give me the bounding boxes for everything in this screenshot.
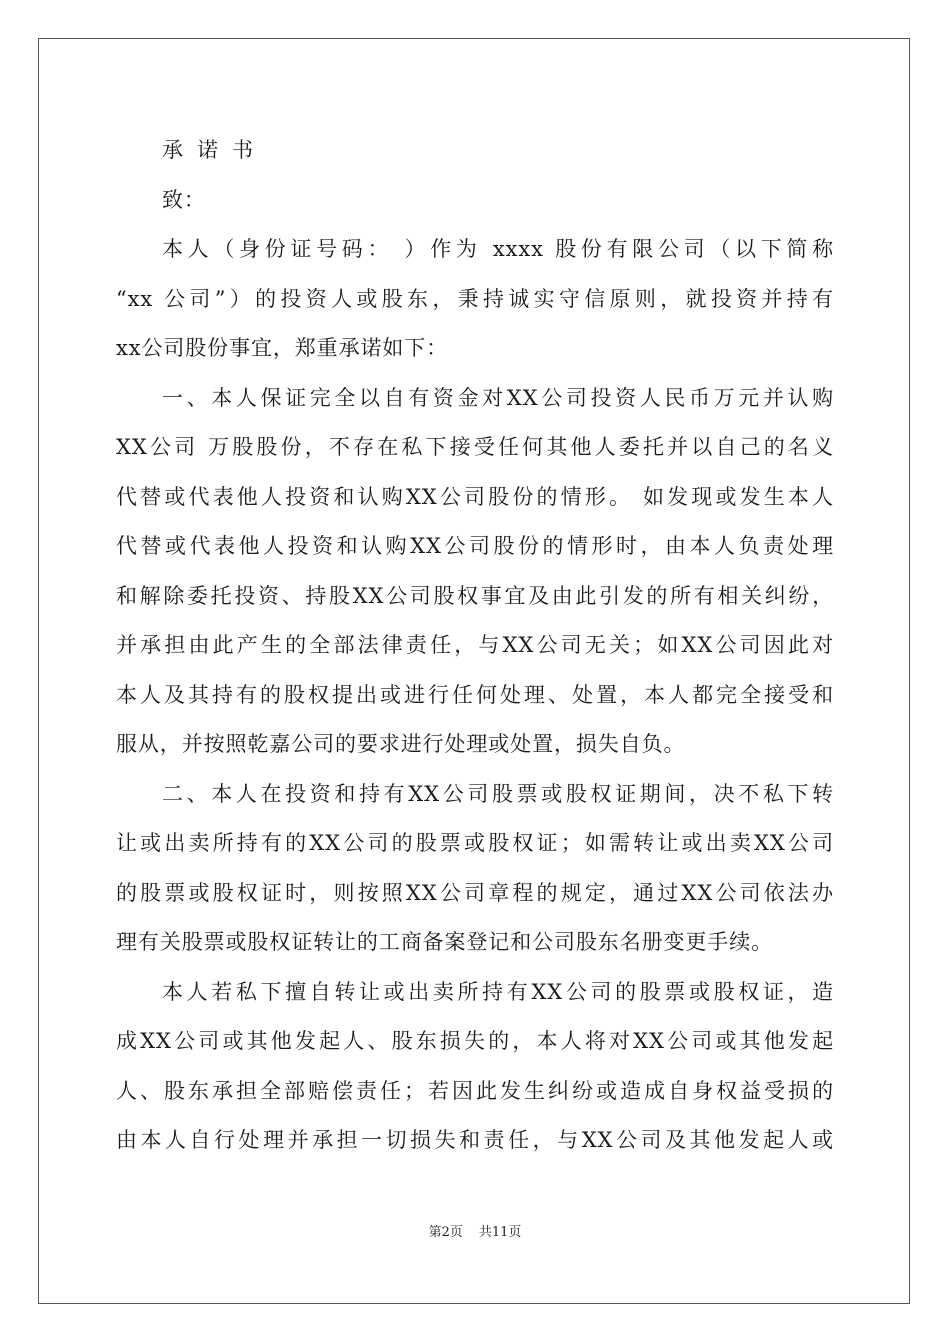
- paragraph-line: 服从，并按照乾嘉公司的要求进行处理或处置，损失自负。: [116, 732, 686, 756]
- paragraph-line: 代替或代表他人投资和认购XX公司股份的情形时，由本人负责处理: [116, 534, 834, 558]
- title-char: 诺: [197, 138, 218, 162]
- paragraph-line: 理有关股票或股权证转让的工商备案登记和公司股东名册变更手续。: [116, 930, 773, 954]
- document-body: [116, 126, 834, 1166]
- paragraph-line: 一、本人保证完全以自有资金对XX公司投资人民币万元并认购: [162, 385, 834, 410]
- paragraph-line: 代替或代表他人投资和认购XX公司股份的情形。 如发现或发生本人: [116, 484, 834, 509]
- title-char: 承: [162, 138, 183, 162]
- paragraph-line: 成XX公司或其他发起人、股东损失的，本人将对XX公司或其他发起: [116, 1029, 834, 1053]
- paragraph-line: 二、本人在投资和持有XX公司股票或股权证期间，决不私下转: [162, 781, 834, 806]
- page-footer: [0, 1221, 950, 1240]
- paragraph-line: 让或出卖所持有的XX公司的股票或股权证；如需转让或出卖XX公司: [116, 831, 834, 855]
- paragraph-line: 并承担由此产生的全部法律责任，与XX公司无关；如XX公司因此对: [116, 633, 834, 657]
- paragraph-line: 本人（身份证号码： ）作为 xxxx 股份有限公司（以下简称: [162, 237, 834, 261]
- paragraph-line: XX公司 万股股份，不存在私下接受任何其他人委托并以自己的名义: [116, 435, 834, 459]
- paragraph-line: “xx 公司”）的投资人或股东，秉持诚实守信原则，就投资并持有: [116, 286, 834, 311]
- paragraph-line: 人、股东承担全部赔偿责任；若因此发生纠纷或造成自身权益受损的: [116, 1078, 834, 1103]
- page-total: 共11页: [478, 1225, 522, 1240]
- paragraph-line: 的股票或股权证时，则按照XX公司章程的规定，通过XX公司依法办: [116, 880, 834, 905]
- document-title: [116, 126, 834, 176]
- title-char: 书: [232, 138, 253, 162]
- paragraph-line: 和解除委托投资、持股XX公司股权事宜及由此引发的所有相关纠纷，: [116, 583, 834, 608]
- salutation: 致：: [162, 187, 206, 212]
- paragraph-line: xx公司股份事宜，郑重承诺如下：: [116, 336, 449, 360]
- paragraph-line: 本人若私下擅自转让或出卖所持有XX公司的股票或股权证，造: [162, 979, 834, 1004]
- page-number: 第2页: [428, 1225, 463, 1240]
- paragraph-line: 由本人自行处理并承担一切损失和责任，与XX公司及其他发起人或: [116, 1128, 834, 1152]
- paragraph-line: 本人及其持有的股权提出或进行任何处理、处置，本人都完全接受和: [116, 682, 834, 707]
